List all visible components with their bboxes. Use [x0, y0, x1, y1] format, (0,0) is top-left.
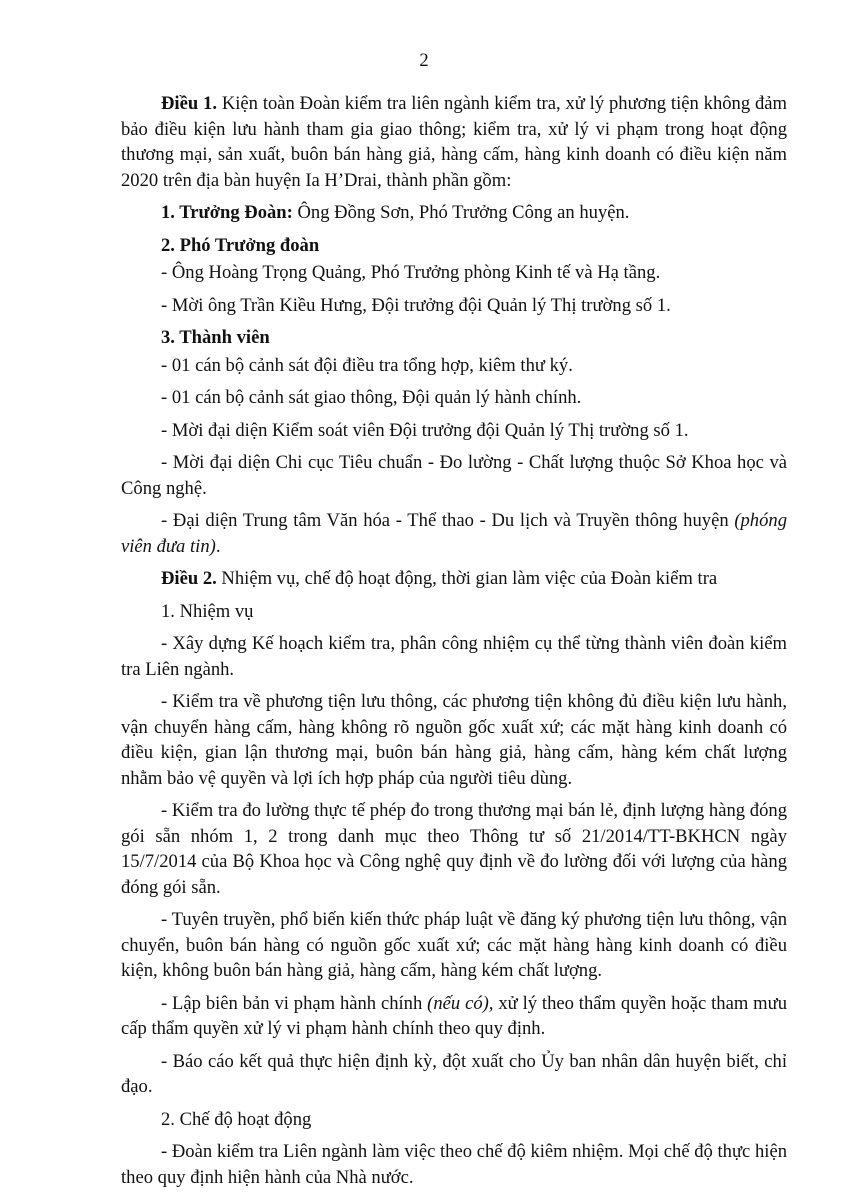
member-item: - Mời đại diện Chi cục Tiêu chuẩn - Đo lường - Chất lượng thuộc Sở Khoa học và Công nghệ. — [121, 452, 787, 499]
article-1 — [121, 91, 787, 193]
duty-item: - Kiểm tra về phương tiện lưu thông, các phương tiện không đủ điều kiện lưu hành, vận chuyển hàng cấm, hàng không rõ nguồn gốc xuất xứ; các mặt hàng kinh doanh có điều kiện, gian lận thương mại, buôn bán hàng giả, hàng cấm, hàng kém chất lượng nhằm bảo vệ quyền và lợi ích hợp pháp của người tiêu dùng. — [121, 691, 787, 789]
head-of-team — [121, 200, 787, 226]
deputy-item: - Ông Hoàng Trọng Quảng, Phó Trưởng phòng Kinh tế và Hạ tầng. — [161, 262, 661, 283]
duties-heading: 1. Nhiệm vụ — [161, 600, 254, 622]
duty-item: - Tuyên truyền, phổ biến kiến thức pháp luật về đăng ký phương tiện lưu thông, vận chuyển, buôn bán hàng có nguồn gốc xuất xứ; các mặt hàng hàng kinh doanh có điều kiện, không buôn bán hàng giả, hàng cấm, hàng kém chất lượng. — [121, 909, 787, 981]
member-item-note: (phóng viên đưa tin) — [121, 510, 787, 557]
operation-heading: 2. Chế độ hoạt động — [161, 1108, 312, 1130]
page-number: 2 — [419, 50, 429, 71]
article-2 — [121, 566, 787, 592]
duty-item: - Kiểm tra đo lường thực tế phép đo trong thương mại bán lẻ, định lượng hàng đóng gói sẵn nhóm 1, 2 trong danh mục theo Thông tư số 21/2014/TT-BKHCN ngày 15/7/2014 của Bộ Khoa học và Công nghệ quy định về đo lường đối với lượng của hàng đóng gói sẵn. — [121, 800, 787, 898]
article-1-text: Kiện toàn Đoàn kiểm tra liên ngành kiểm tra, xử lý phương tiện không đảm bảo điều kiện lưu hành tham gia giao thông; kiểm tra, xử lý vi phạm trong hoạt động thương mại, sản xuất, buôn bán hàng giả, hàng cấm, hàng kinh doanh có điều kiện năm 2020 trên địa bàn huyện Ia H’Drai, thành phần gồm: — [121, 93, 787, 191]
head-of-team-text: Ông Đồng Sơn, Phó Trưởng Công an huyện. — [292, 202, 630, 223]
document-body — [121, 91, 787, 1197]
members-heading: 3. Thành viên — [161, 327, 270, 348]
duty-item: - Báo cáo kết quả thực hiện định kỳ, đột xuất cho Ủy ban nhân dân huyện biết, chỉ đạo. — [121, 1050, 787, 1097]
head-of-team-label: 1. Trưởng Đoàn: — [161, 202, 293, 223]
member-item: - 01 cán bộ cảnh sát giao thông, Đội quản lý hành chính. — [161, 387, 582, 408]
article-2-label: Điều 2. — [161, 568, 217, 589]
article-1-label: Điều 1. — [161, 93, 217, 114]
duty-item: - Xây dựng Kế hoạch kiểm tra, phân công nhiệm cụ thể từng thành viên đoàn kiểm tra Liên ngành. — [121, 633, 787, 680]
member-item: - 01 cán bộ cảnh sát đội điều tra tổng hợp, kiêm thư ký. — [161, 354, 573, 376]
article-2-text: Nhiệm vụ, chế độ hoạt động, thời gian làm việc của Đoàn kiểm tra — [216, 568, 718, 589]
duty-item-note: (nếu có), — [427, 992, 494, 1014]
duty-item: - Lập biên bản vi phạm hành chính (nếu có), xử lý theo thẩm quyền hoặc tham mưu cấp thẩm quyền xử lý vi phạm hành chính theo quy định. — [121, 992, 788, 1039]
member-item: - Mời đại diện Kiểm soát viên Đội trưởng đội Quản lý Thị trường số 1. — [161, 419, 689, 441]
operation-item: - Đoàn kiểm tra Liên ngành làm việc theo chế độ kiêm nhiệm. Mọi chế độ thực hiện theo quy định hiện hành của Nhà nước. — [121, 1141, 787, 1188]
deputy-item: - Mời ông Trần Kiều Hưng, Đội trưởng đội Quản lý Thị trường số 1. — [161, 294, 671, 316]
member-item: - Đại diện Trung tâm Văn hóa - Thể thao - Du lịch và Truyền thông huyện (phóng viên đưa tin). — [121, 510, 787, 557]
deputy-heading: 2. Phó Trưởng đoàn — [161, 234, 320, 256]
